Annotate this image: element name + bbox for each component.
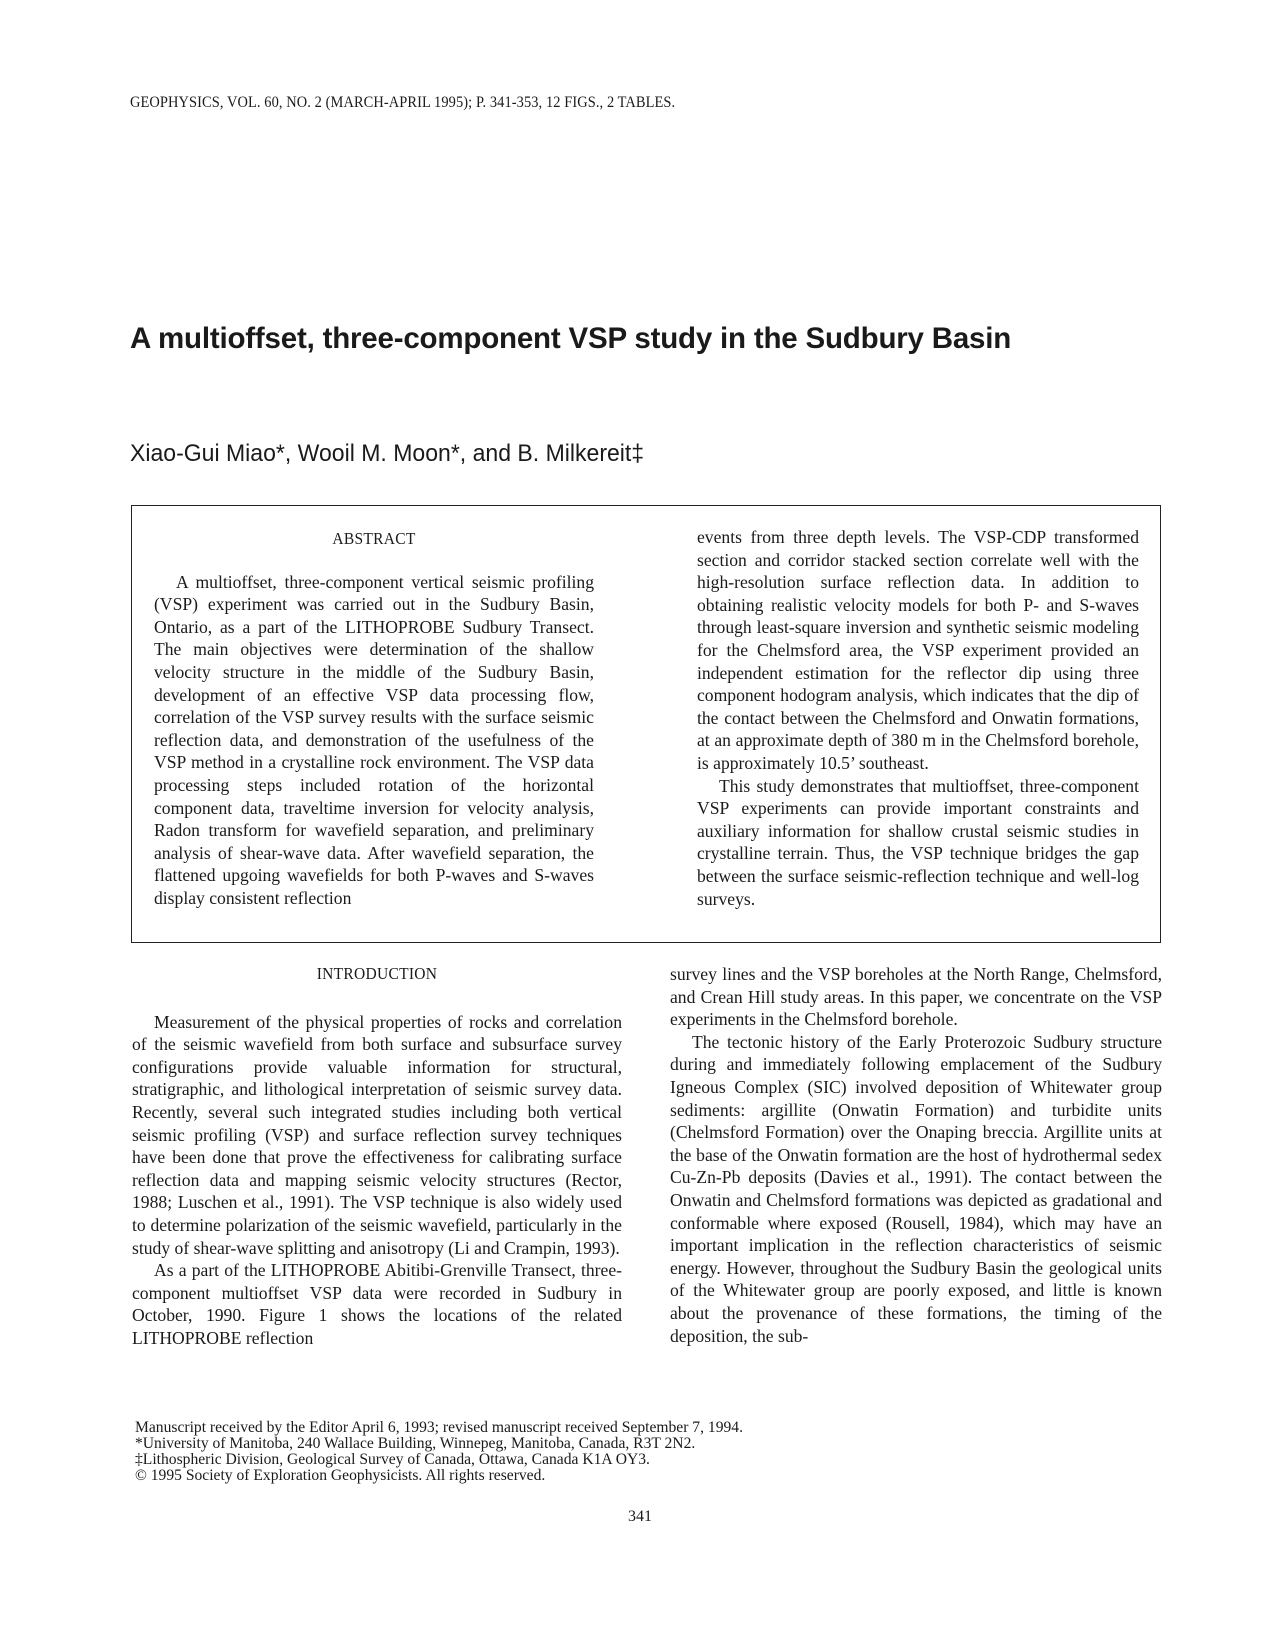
abstract-right-column <box>697 526 1139 910</box>
abstract-paragraph-1: A multioffset, three-component vertical seismic profiling (VSP) experiment was carried out in the Sudbury Basin, Ontario, as a part of the LITHOPROBE Sudbury Transect. The main objectives were determination of the shallow velocity structure in the middle of the Sudbury Basin, development of an effective VSP data processing flow, correlation of the VSP survey results with the surface seismic reflection data, and demonstration of the usefulness of the VSP method in a crystalline rock environment. The VSP data processing steps included rotation of the horizontal component data, traveltime inversion for velocity analysis, Radon transform for wavefield separation, and preliminary analysis of shear-wave data. After wavefield separation, the flattened upgoing wavefields for both P-waves and S-waves display consistent reflection <box>154 571 594 908</box>
author-list: Xiao-Gui Miao*, Wooil M. Moon*, and B. Milkereit‡ <box>130 440 645 467</box>
footnote-affiliation-1: *University of Manitoba, 240 Wallace Building, Winnepeg, Manitoba, Canada, R3T 2N2. <box>135 1435 696 1452</box>
footnote-affiliation-2: ‡Lithospheric Division, Geological Survey of Canada, Ottawa, Canada K1A OY3. <box>135 1451 650 1468</box>
abstract-paragraph-2: This study demonstrates that multioffset, three-component VSP experiments can provide important constraints and auxiliary information for shallow crustal seismic studies in crystalline terrain. Thus, the VSP technique bridges the gap between the surface seismic-reflection technique and well-log surveys. <box>697 775 1139 909</box>
abstract-paragraph-1-continued: events from three depth levels. The VSP-CDP transformed section and corridor stacked section correlate well with the high-resolution surface reflection data. In addition to obtaining realistic velocity models for both P- and S-waves through least-square inversion and synthetic seismic modeling for the Chelmsford area, the VSP experiment provided an independent estimation for the reflector dip using three component hodogram analysis, which indicates that the dip of the contact between the Chelmsford and Onwatin formations, at an approximate depth of 380 m in the Chelmsford borehole, is approximately 10.5’ southeast. <box>697 527 1139 773</box>
introduction-paragraph-1: Measurement of the physical properties of rocks and correlation of the seismic wavefield from both surface and subsurface survey configurations provide valuable information for structural, stratigraphic, and lithological interpretation of seismic survey data. Recently, several such integrated studies including both vertical seismic profiling (VSP) and surface reflection survey techniques have been done that prove the effectiveness for calibrating surface reflection data and mapping seismic velocity structures (Rector, 1988; Luschen et al., 1991). The VSP technique is also widely used to determine polarization of the seismic wavefield, particularly in the study of shear-wave splitting and anisotropy (Li and Crampin, 1993). <box>132 1011 622 1258</box>
abstract-heading: ABSTRACT <box>332 529 416 548</box>
page-number: 341 <box>628 1508 652 1525</box>
footnote-received: Manuscript received by the Editor April 6, 1993; revised manuscript received September 7, 1994. <box>135 1419 743 1436</box>
footnotes <box>135 1420 1035 1484</box>
introduction-paragraph-2-continued: survey lines and the VSP boreholes at the North Range, Chelmsford, and Crean Hill study areas. In this paper, we concentrate on the VSP experiments in the Chelmsford borehole. <box>670 964 1162 1030</box>
journal-header: GEOPHYSICS, VOL. 60, NO. 2 (MARCH-APRIL 1995); P. 341-353, 12 FIGS., 2 TABLES. <box>130 94 676 111</box>
abstract-box <box>131 505 1161 943</box>
introduction-right-column <box>670 963 1162 1347</box>
introduction-heading: INTRODUCTION <box>316 964 438 983</box>
introduction-paragraph-3: The tectonic history of the Early Proterozoic Sudbury structure during and immediately following emplacement of the Sudbury Igneous Complex (SIC) involved deposition of Whitewater group sediments: argillite (Onwatin Formation) and turbidite units (Chelmsford Formation) over the Onaping breccia. Argillite units at the base of the Onwatin formation are the host of hydrothermal sedex Cu-Zn-Pb deposits (Davies et al., 1991). The contact between the Onwatin and Chelmsford formations was depicted as gradational and conformable where exposed (Rousell, 1984), which may have an important implication in the reflection characteristics of seismic energy. However, throughout the Sudbury Basin the geological units of the Whitewater group are poorly exposed, and little is known about the provenance of these formations, the timing of the deposition, the sub- <box>670 1031 1162 1346</box>
paper-title: A multioffset, three-component VSP study in the Sudbury Basin <box>130 322 1012 355</box>
abstract-left-column <box>154 528 594 910</box>
introduction-paragraph-2: As a part of the LITHOPROBE Abitibi-Grenville Transect, three-component multioffset VSP data were recorded in Sudbury in October, 1990. Figure 1 shows the locations of the related LITHOPROBE reflection <box>132 1260 622 1348</box>
footnote-copyright: © 1995 Society of Exploration Geophysicists. All rights reserved. <box>135 1467 546 1484</box>
introduction-left-column <box>132 963 622 1350</box>
